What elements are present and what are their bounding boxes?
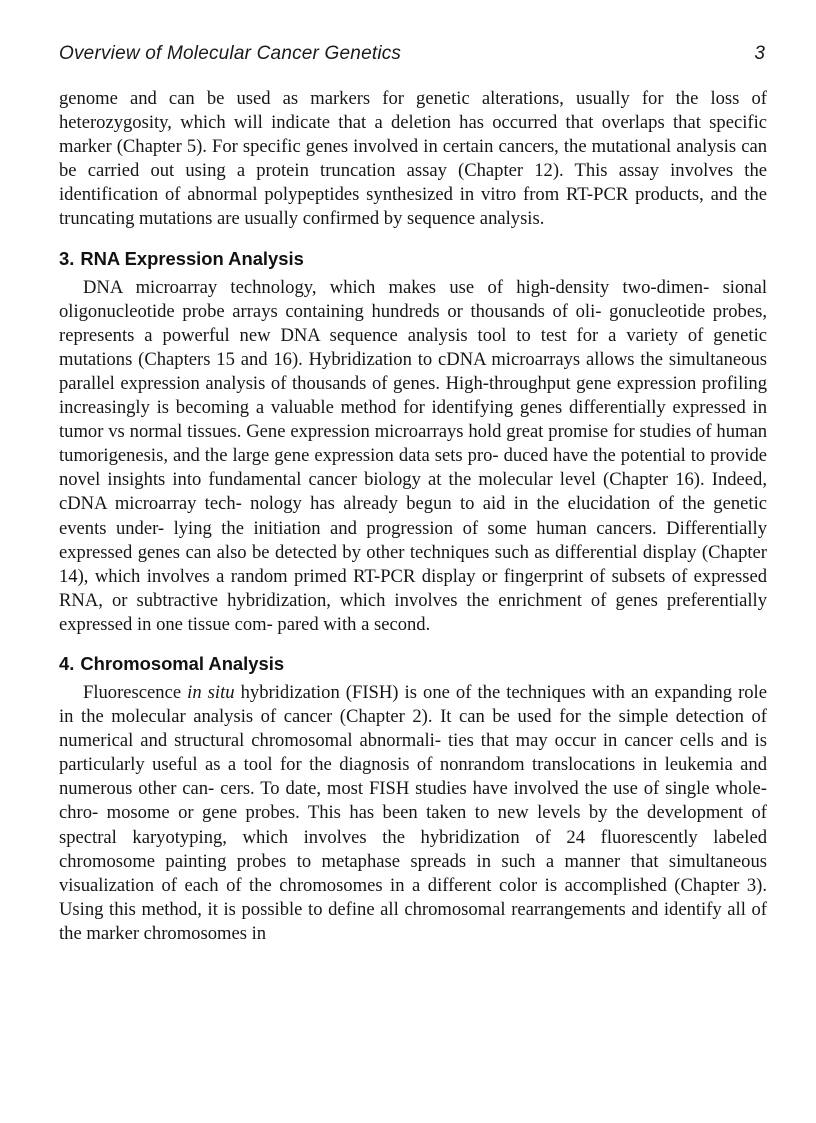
- book-page: [59, 43, 767, 946]
- section-heading-rna-expression: [59, 247, 767, 271]
- chromosomal-analysis-paragraph: [59, 681, 767, 946]
- intro-paragraph: genome and can be used as markers for genetic alterations, usually for the loss of heterozygosity, which will indicate that a deletion has occurred that overlaps that specific marker (Chapter 5). For specific genes involved in certain cancers, the mutational analysis can be carried out using a protein truncation assay (Chapter 12). This assay involves the identification of abnormal polypeptides synthesized in vitro from RT-PCR products, and the truncating mutations are usually confirmed by sequence analysis.: [59, 88, 767, 230]
- italic-term-in-situ: in situ: [187, 681, 235, 703]
- running-title: Overview of Molecular Cancer Genetics: [59, 43, 402, 64]
- section-title: Chromosomal Analysis: [80, 652, 285, 674]
- rna-expression-paragraph: DNA microarray technology, which makes use of high-density two-dimen- sional oligonucleotide probe arrays containing hundreds or thousands of oli- gonucleotide probes, represents a powerful new DNA sequence analysis tool to test for a variety of genetic mutations (Chapters 15 and 16). Hybridization to cDNA microarrays allows the simultaneous parallel expression analysis of thousands of genes. High-throughput gene expression profiling increasingly is becoming a valuable method for identifying genes differentially expressed in tumor vs normal tissues. Gene expression microarrays hold great promise for studies of human tumorigenesis, and the large gene expression data sets pro- duced have the potential to provide novel insights into fundamental cancer biology at the molecular level (Chapter 16). Indeed, cDNA microarray tech- nology has already begun to aid in the elucidation of the genetic events under- lying the initiation and progression of some human cancers. Differentially expressed genes can also be detected by other techniques such as differential display (Chapter 14), which involves a random primed RT-PCR display or fingerprint of subsets of expressed RNA, or subtractive hybridization, which involves the enrichment of genes preferentially expressed in one tissue com- pared with a second.: [59, 276, 767, 635]
- page-number: 3: [754, 43, 765, 64]
- section-heading-chromosomal-analysis: [59, 652, 767, 676]
- paragraph-text-rest: hybridization (FISH) is one of the techniques with an expanding role in the molecular analysis of cancer (Chapter 2). It can be used for the simple detection of numerical and structural chromosomal abnormali- ties that may occur in cancer cells and is particularly useful as a tool for the diagnosis of nonrandom translocations in leukemia and numerous other can- cers. To date, most FISH studies have involved the use of single whole-chro- mosome or gene probes. This has been taken to new levels by the development of spectral karyotyping, which involves the hybridization of 24 fluorescently labeled chromosome painting probes to metaphase spreads in such a manner that simultaneous visualization of each of the chromosomes in a different color is accomplished (Chapter 3). Using this method, it is possible to define all chromosomal rearrangements and identify all of the marker chromosomes in: [59, 681, 767, 944]
- paragraph-text-start: Fluorescence: [83, 681, 188, 703]
- section-title: RNA Expression Analysis: [80, 247, 304, 269]
- running-header: [59, 43, 767, 73]
- section-number: 4.: [59, 652, 75, 674]
- section-number: 3.: [59, 247, 75, 269]
